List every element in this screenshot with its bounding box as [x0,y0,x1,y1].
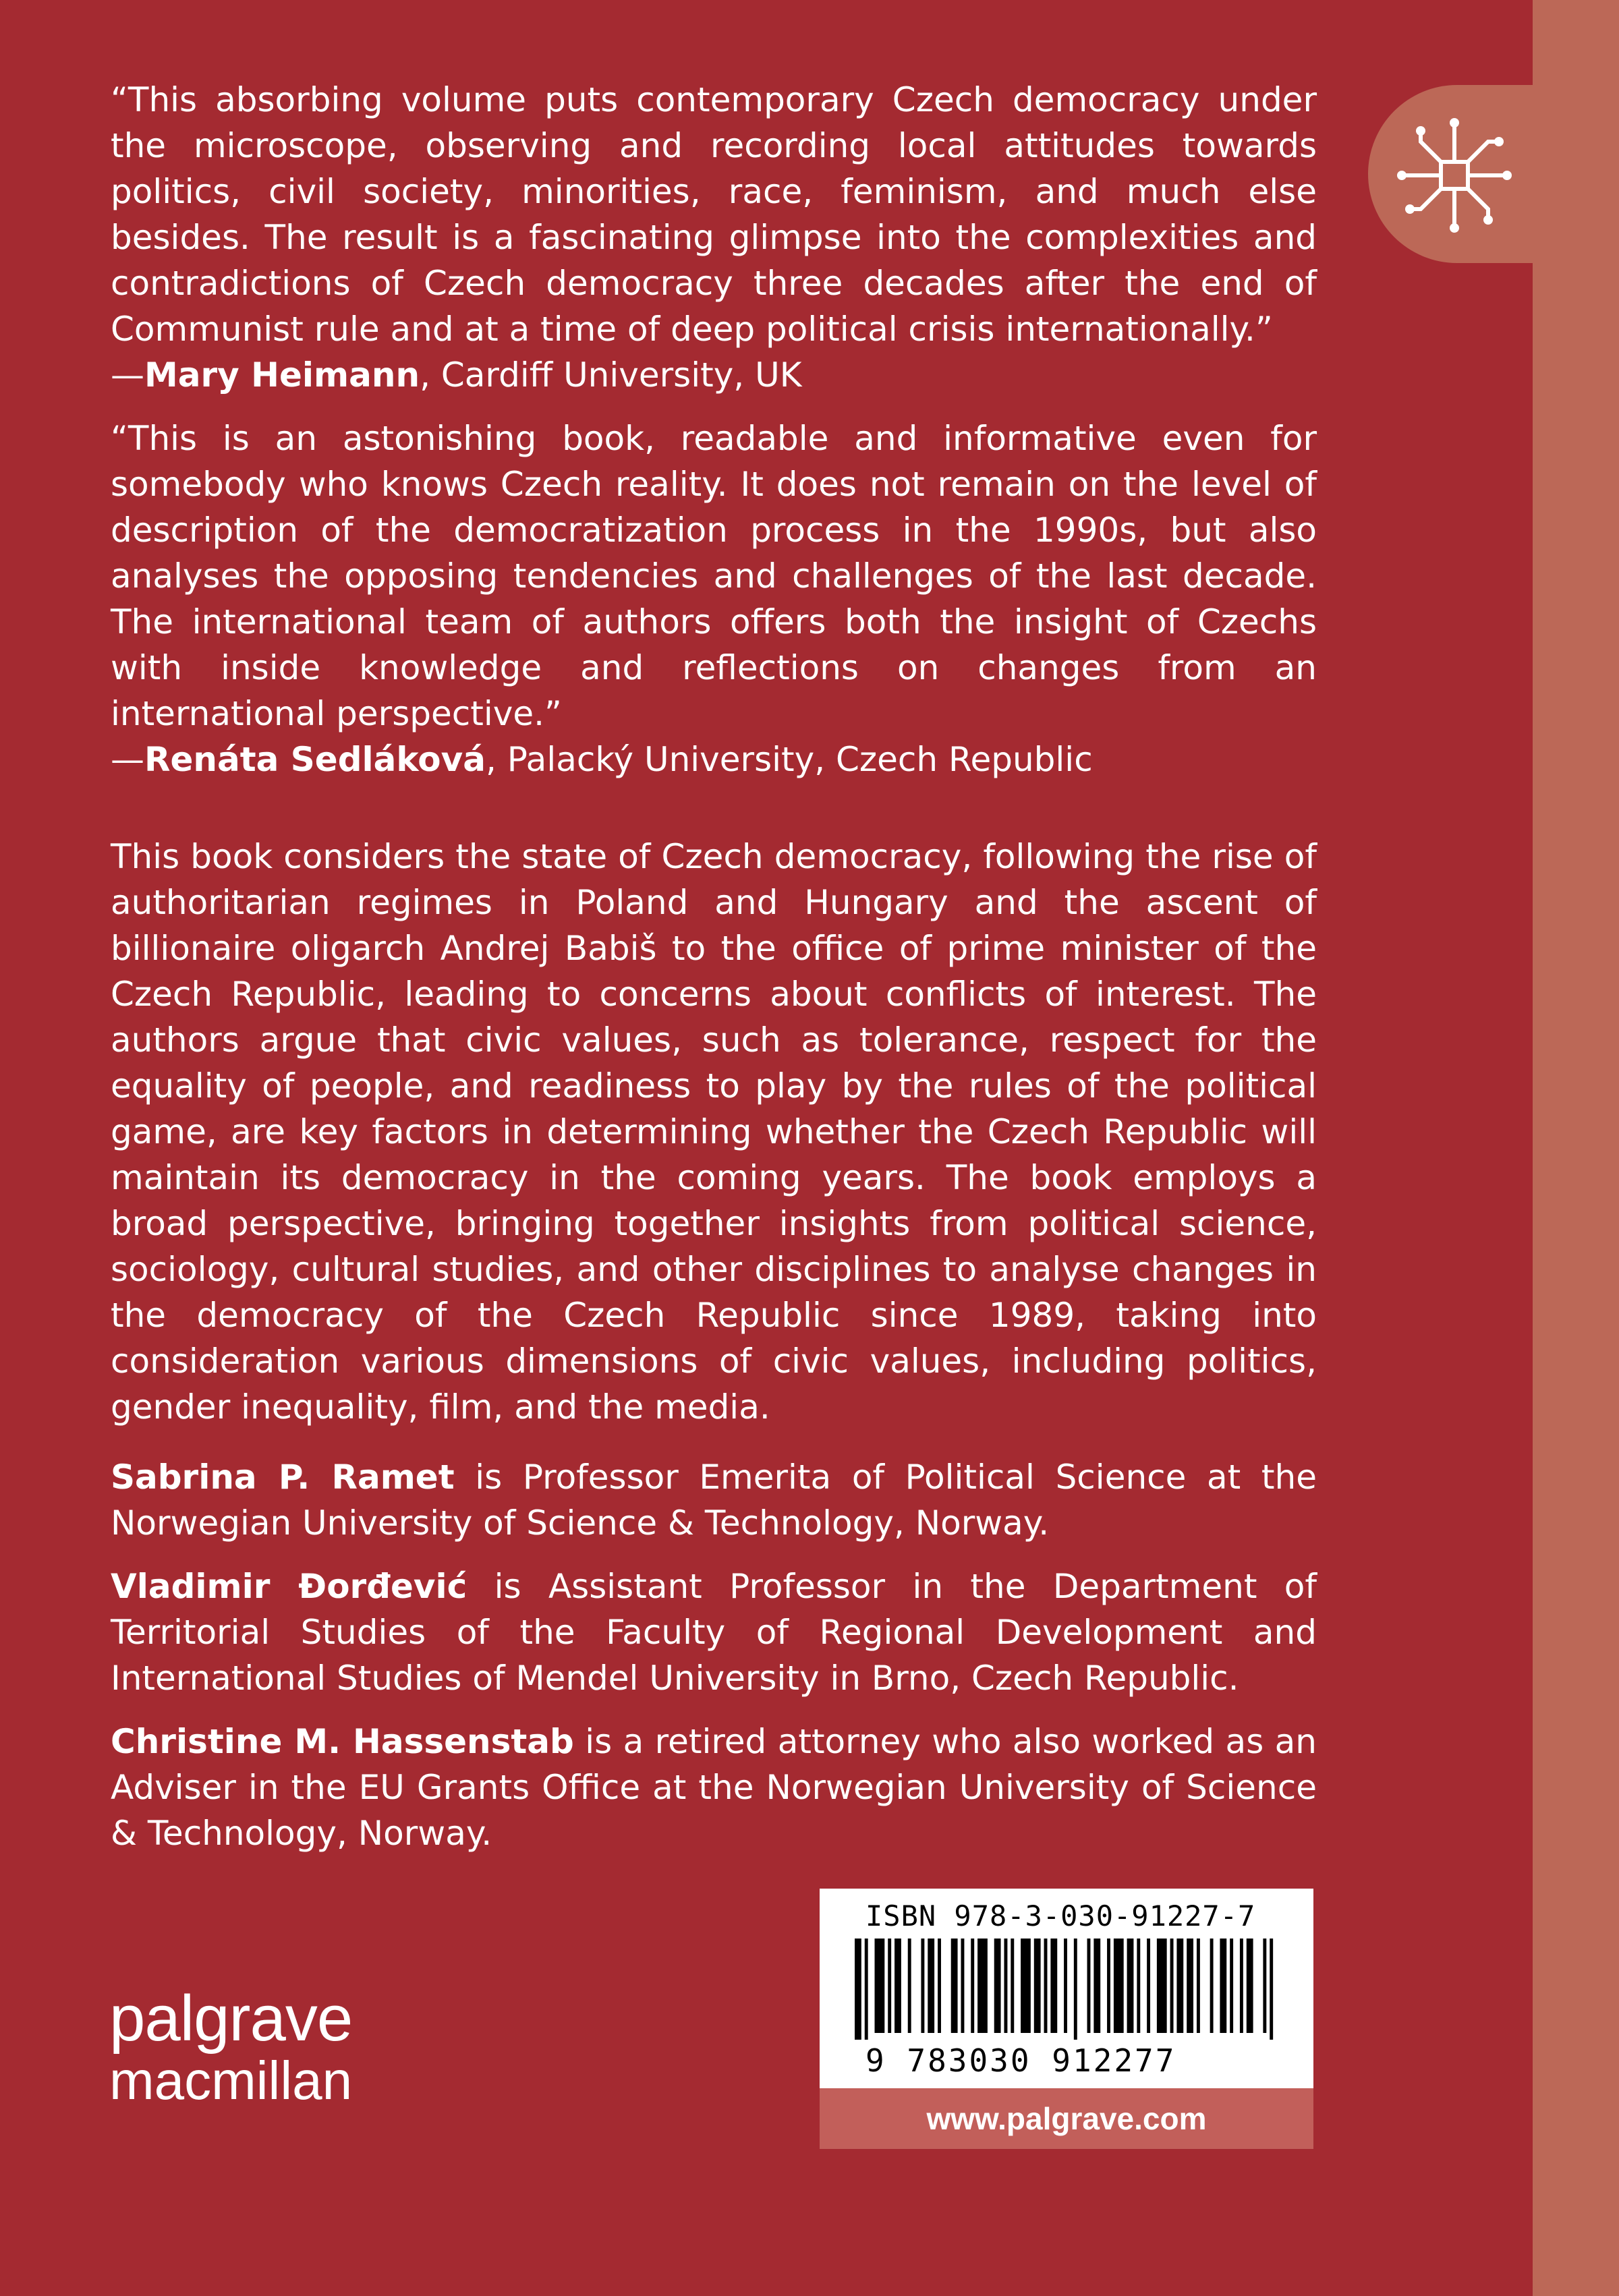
barcode-bar [875,1939,885,2033]
praise-attribution-2: —Renáta Sedláková, Palacký University, Czech Republic [111,740,1093,779]
barcode-bar [1270,1939,1273,2040]
publisher-website: www.palgrave.com [820,2088,1313,2149]
barcode-bar [1021,1939,1031,2033]
barcode-bar [951,1939,958,2033]
barcode-box [820,1889,1313,2088]
barcode-bar [921,1939,924,2033]
barcode-bar [994,1939,1001,2033]
barcode-bar [977,1939,988,2033]
barcode-icon [855,1939,1280,2040]
publisher-name-line1: palgrave [109,1982,353,2055]
barcode-digits: 9 783030 912277 [865,2042,1176,2079]
barcode-bar [888,1939,891,2033]
barcode-bar [1187,1939,1193,2033]
barcode-bar [865,1939,868,2040]
barcode-bar [1170,1939,1174,2033]
barcode-bar [1044,1939,1048,2033]
author-bio-3: Christine M. Hassenstab is a retired attorney who also worked as an Adviser in the EU Grants Office at the Norwegian University of Science & Technology, Norway. [111,1722,1317,1853]
praise-quote-1: “This absorbing volume puts contemporary Czech democracy under the microscope, observing and recording local attitudes towards politics, civil society, minorities, race, feminism, and much else besides. The result is a fascinating glimpse into the complexities and contradictions of Czech democracy three decades after the end of Communist rule and at a time of deep political crisis internationally.” [111,80,1317,349]
author-bio-2: Vladimir Đorđević is Assistant Professor in the Department of Territorial Studies of the Faculty of Regional Development and International Studies of Mendel University in Brno, Czech Republic. [111,1567,1317,1698]
palgrave-circuit-logo-icon [1394,115,1515,236]
barcode-bar [1087,1939,1091,2033]
barcode-bar [908,1939,911,2033]
barcode-bar [1074,1939,1077,2040]
barcode-bar [1210,1939,1214,2033]
barcode-bar [1147,1939,1150,2033]
logo-tab [1368,85,1533,263]
book-description: This book considers the state of Czech democracy, following the rise of authoritarian regimes in Poland and Hungary and the ascent of billionaire oligarch Andrej Babiš to the office of prime minister of the Czech Republic, leading to concerns about conflicts of interest. The authors argue that civic values, such as tolerance, respect for the equality of people, and readiness to play by the rules of the political game, are key factors in determining whether the Czech Republic will maintain its democracy in the coming years. The book employs a broad perspective, bringing together insights from political science, sociology, cultural studies, and other disciplines to analyse changes in the democracy of the Czech Republic since 1989, taking into consideration various dimensions of civic values, including politics, gender inequality, film, and the media. [111,837,1317,1427]
back-cover-text [111,77,1317,1856]
barcode-bar [938,1939,941,2033]
isbn-label: ISBN 978-3-030-91227-7 [865,1899,1256,1932]
barcode-bar [1011,1939,1014,2033]
barcode-bar [928,1939,934,2033]
praise-quote-2: “This is an astonishing book, readable and informative even for somebody who knows Czech reality. It does not remain on the level of description of the democratization process in the 1990s, but also analyses the opposing tendencies and challenges of the last decade. The international team of authors offers both the insight of Czechs with inside knowledge and reflections on changes from an international perspective.” [111,419,1317,733]
barcode-bar [1064,1939,1067,2033]
barcode-bar [1004,1939,1007,2033]
praise-attribution-1: —Mary Heimann, Cardiff University, UK [111,355,802,395]
barcode-bar [961,1939,965,2033]
barcode-bar [1050,1939,1057,2033]
barcode-bar [1034,1939,1041,2033]
publisher-logo [109,1982,353,2111]
barcode-bar [1157,1939,1167,2033]
barcode-bar [1176,1939,1183,2033]
spine-strip [1533,0,1619,2296]
barcode-bar [894,1939,901,2033]
barcode-bar [1114,1939,1124,2033]
barcode-bar [1137,1939,1140,2033]
barcode-bar [1247,1939,1253,2033]
barcode-bar [855,1939,861,2040]
barcode-bar [1093,1939,1100,2033]
barcode-bar [1197,1939,1200,2033]
barcode-bar [1220,1939,1226,2033]
barcode-bar [1127,1939,1134,2033]
barcode-bar [971,1939,974,2033]
praise-author-2: Renáta Sedláková [144,740,486,779]
barcode-bar [1230,1939,1233,2033]
publisher-name-line2: macmillan [109,2050,353,2111]
barcode-bar [1263,1939,1266,2033]
barcode-bar [1107,1939,1110,2033]
barcode-bar [1240,1939,1243,2033]
praise-author-1: Mary Heimann [144,355,420,395]
author-bio-1: Sabrina P. Ramet is Professor Emerita of Political Science at the Norwegian University of Science & Technology, Norway. [111,1458,1317,1543]
